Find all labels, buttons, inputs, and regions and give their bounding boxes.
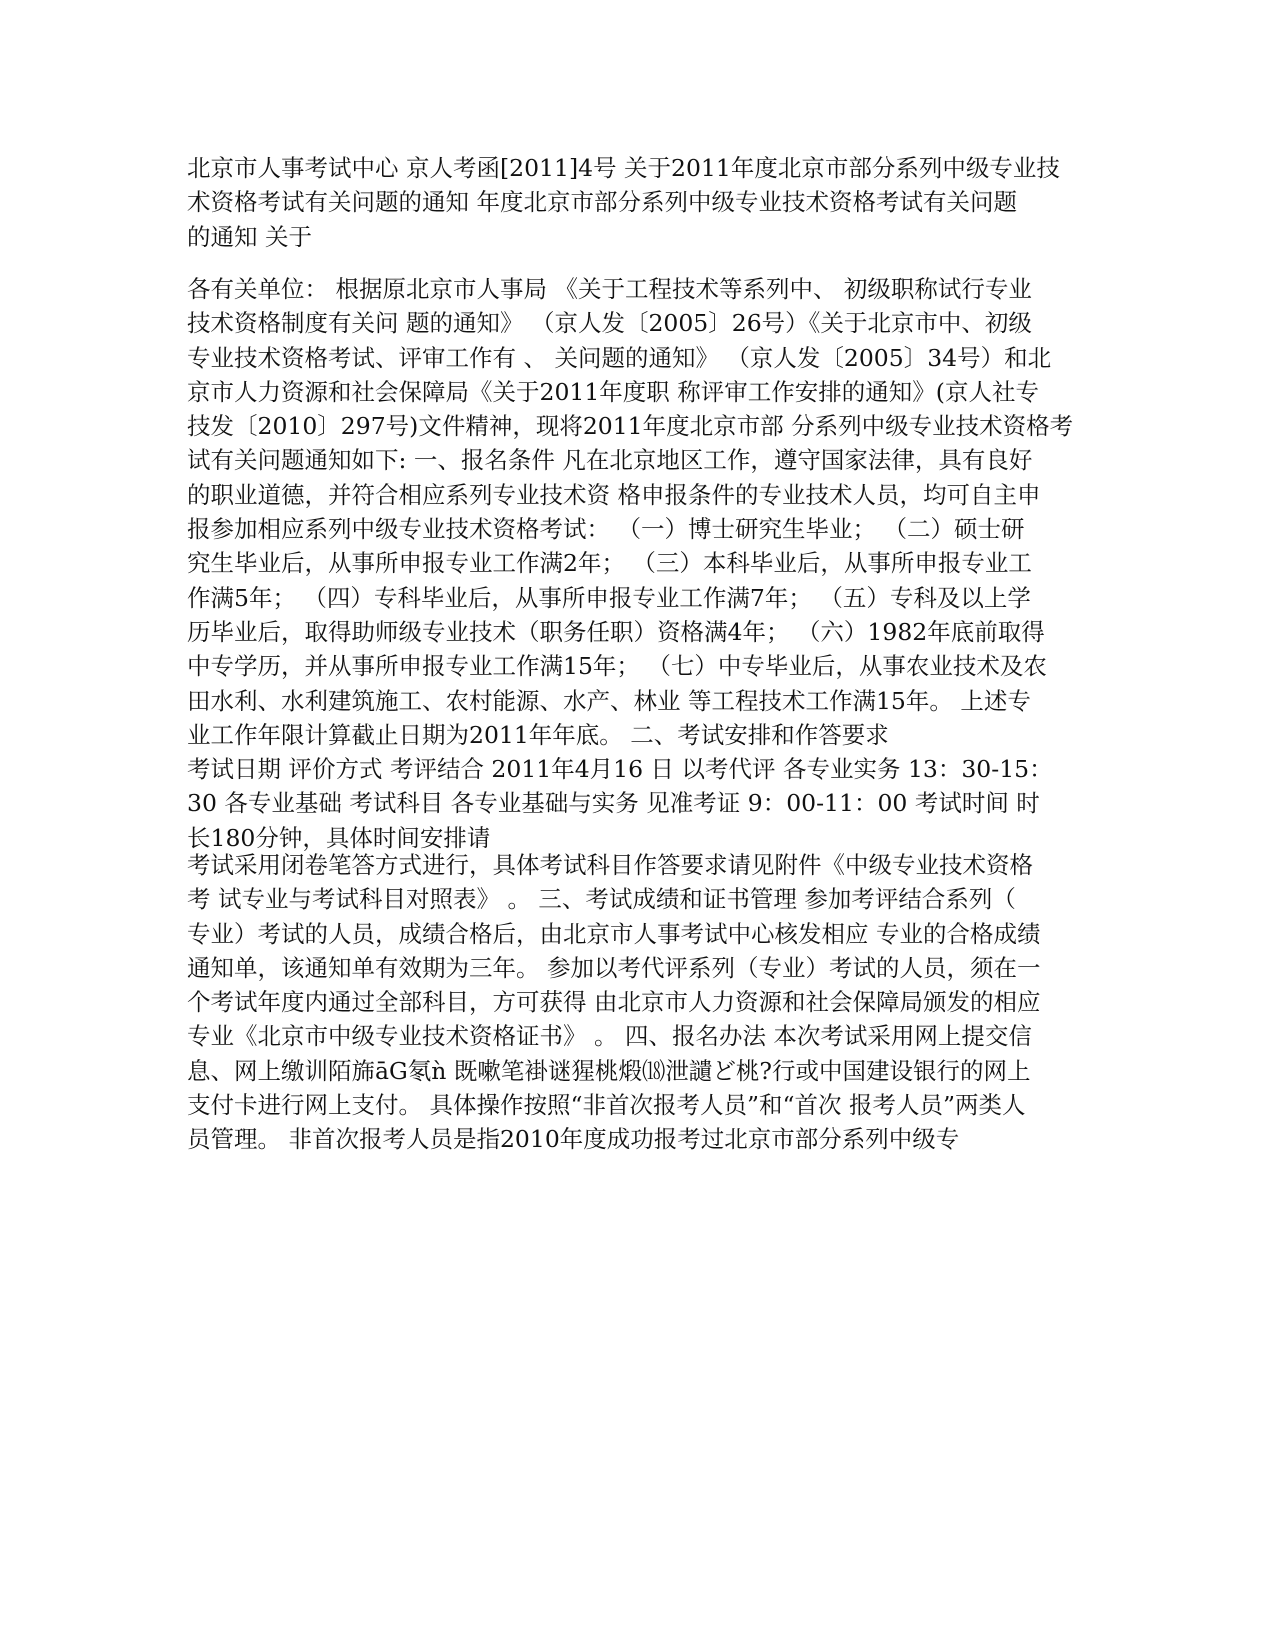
heading-line: 术资格考试有关问题的通知 年度北京市部分系列中级专业技术资格考试有关问题 <box>187 188 1017 217</box>
closing-line: 员管理。 非首次报考人员是指2010年度成功报考过北京市部分系列中级专 <box>187 1125 960 1154</box>
body-line: 技发〔2010〕297号)文件精神，现将2011年度北京市部 分系列中级专业技术资格考 <box>187 412 1074 441</box>
body-line: 业工作年限计算截止日期为2011年年底。 二、考试安排和作答要求 <box>187 720 889 749</box>
body-line: 中专学历，并从事所申报专业工作满15年； （七）中专毕业后，从事农业技术及农 <box>187 652 1047 681</box>
body-line: 技术资格制度有关问 题的通知》 （京人发〔2005〕26号）《关于北京市中、初级 <box>187 309 1032 338</box>
closing-line: 息、网上缴训陌旆āG氡ǹ 既嗽笔褂谜猩桃煅⒅泄讉ど桃?行或中国建设银行的网上 <box>187 1056 1031 1085</box>
document-heading <box>187 151 1092 254</box>
body-line: 试有关问题通知如下: 一、报名条件 凡在北京地区工作，遵守国家法律，具有良好 <box>187 446 1033 475</box>
closing-line: 通知单，该通知单有效期为三年。 参加以考代评系列（专业）考试的人员，须在一 <box>187 953 1041 982</box>
heading-line: 的通知 关于 <box>187 222 312 251</box>
body-line: 专业技术资格考试、评审工作有 、 关问题的通知》 （京人发〔2005〕34号）和北 <box>187 343 1052 372</box>
body-line: 的职业道德，并符合相应系列专业技术资 格申报条件的专业技术人员，均可自主申 <box>187 480 1041 509</box>
heading-line: 北京市人事考试中心 京人考函[2011]4号 关于2011年度北京市部分系列中级专业技 <box>187 154 1060 182</box>
body-paragraph <box>187 272 1092 855</box>
body-line: 30 各专业基础 考试科目 各专业基础与实务 见准考证 9：00-11：00 考试时间 时 <box>187 789 1040 818</box>
closing-line: 个考试年度内通过全部科目，方可获得 由北京市人力资源和社会保障局颁发的相应 <box>187 988 1041 1017</box>
closing-paragraph <box>187 848 1092 1157</box>
closing-line: 考试采用闭卷笔答方式进行，具体考试科目作答要求请见附件《中级专业技术资格 <box>187 851 1033 879</box>
body-line: 长180分钟，具体时间安排请 <box>187 823 491 852</box>
body-line: 历毕业后，取得助师级专业技术（职务任职）资格满4年； （六）1982年底前取得 <box>187 617 1045 646</box>
closing-line: 专业《北京市中级专业技术资格证书》 。 四、报名办法 本次考试采用网上提交信 <box>187 1022 1032 1051</box>
closing-line: 专业）考试的人员，成绩合格后，由北京市人事考试中心核发相应 专业的合格成绩 <box>187 919 1041 948</box>
body-line: 京市人力资源和社会保障局《关于2011年度职 称评审工作安排的通知》(京人社专 <box>187 377 1039 406</box>
body-line: 各有关单位： 根据原北京市人事局 《关于工程技术等系列中、 初级职称试行专业 <box>187 275 1032 303</box>
body-line: 报参加相应系列中级专业技术资格考试： （一）博士研究生毕业； （二）硕士研 <box>187 515 1025 544</box>
body-line: 作满5年； （四）专科毕业后，从事所申报专业工作满7年； （五）专科及以上学 <box>187 583 1031 612</box>
body-line: 考试日期 评价方式 考评结合 2011年4月16 日 以考代评 各专业实务 13：30-15： <box>187 755 1053 784</box>
closing-line: 支付卡进行网上支付。 具体操作按照“非首次报考人员”和“首次 报考人员”两类人 <box>187 1091 1026 1120</box>
closing-line: 考 试专业与考试科目对照表》 。 三、考试成绩和证书管理 参加考评结合系列（ <box>187 885 1016 914</box>
body-line: 田水利、水利建筑施工、农村能源、水产、林业 等工程技术工作满15年。 上述专 <box>187 686 1031 715</box>
body-line: 究生毕业后，从事所申报专业工作满2年； （三）本科毕业后，从事所申报专业工 <box>187 549 1032 578</box>
